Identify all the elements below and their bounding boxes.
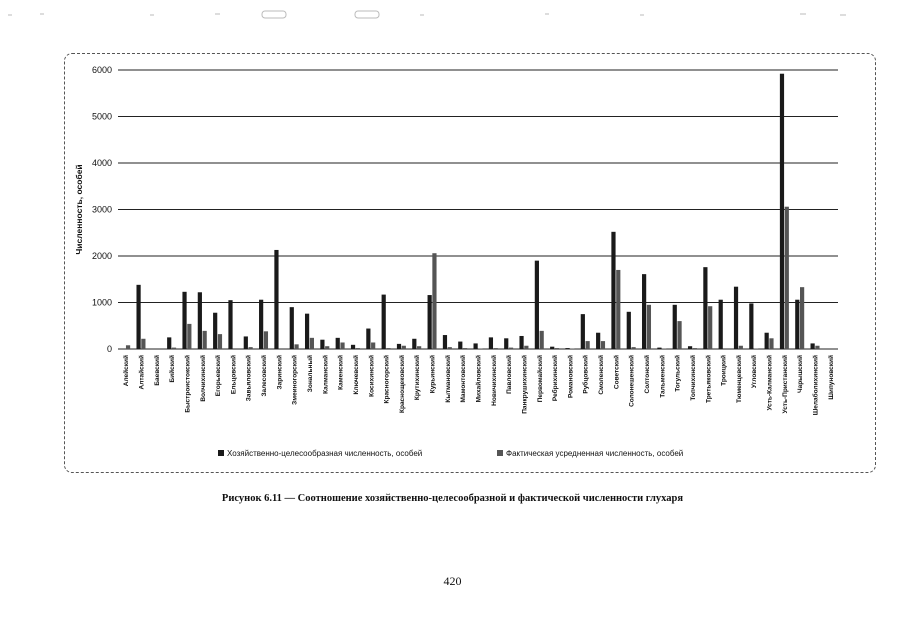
x-category-label: Алтайский [138, 355, 146, 390]
bar-series-1 [366, 329, 370, 349]
bar-series-1 [182, 292, 186, 349]
bar-series-1 [611, 232, 615, 349]
x-category-label: Завьяловский [245, 355, 253, 402]
bar-series-1 [596, 333, 600, 349]
bar-series-2 [141, 339, 145, 349]
bar-series-1 [228, 300, 232, 349]
bar-series-1 [382, 295, 386, 349]
bar-series-1 [397, 344, 401, 349]
bar-series-2 [494, 348, 498, 349]
x-category-label: Топчихинский [689, 355, 697, 401]
legend-entry: Фактическая усредненная численность, особей [506, 449, 684, 458]
bar-series-1 [489, 337, 493, 349]
legend-swatch [497, 450, 503, 456]
x-category-label: Павловский [506, 355, 514, 394]
bar-series-2 [402, 346, 406, 349]
bar-series-1 [565, 348, 569, 349]
x-category-label: Кытмановский [444, 355, 452, 403]
x-category-label: Угловский [751, 355, 759, 389]
bar-series-2 [172, 348, 176, 349]
chart-frame [64, 53, 876, 473]
x-category-label: Третьяковский [705, 355, 713, 404]
x-category-label: Крутихинский [414, 355, 422, 401]
x-category-label: Романовский [567, 355, 575, 398]
bar-series-1 [673, 305, 677, 349]
bar-series-1 [213, 313, 217, 349]
bar-series-1 [136, 285, 140, 349]
bar-series-2 [800, 287, 804, 349]
y-axis-label: Численность, особей [74, 164, 84, 255]
y-tick-label: 6000 [91, 65, 112, 75]
x-category-label: Косихинский [368, 355, 376, 397]
x-category-label: Тюменцевский [735, 355, 743, 404]
bar-series-2 [432, 253, 436, 349]
bar-series-2 [356, 348, 360, 349]
x-category-label: Тогульский [674, 355, 682, 392]
bar-series-2 [417, 346, 421, 349]
bar-series-2 [540, 331, 544, 349]
bar-series-1 [474, 343, 478, 349]
y-tick-label: 4000 [91, 158, 112, 168]
bar-series-1 [458, 342, 462, 349]
bar-series-2 [264, 331, 268, 349]
x-category-label: Шелаболихинский [812, 355, 820, 416]
bar-series-1 [305, 314, 309, 349]
bar-series-1 [703, 267, 707, 349]
x-category-label: Первомайский [536, 355, 544, 403]
x-category-label: Залесовский [261, 355, 269, 397]
bar-series-1 [519, 336, 523, 349]
x-category-label: Волчихинский [199, 355, 207, 402]
bar-series-2 [126, 345, 130, 349]
bar-series-2 [647, 305, 651, 349]
bar-series-1 [274, 250, 278, 349]
bar-series-2 [509, 348, 513, 349]
figure-caption: Рисунок 6.11 — Соотношение хозяйственно-целесообразной и фактической численности глухаря [221, 493, 684, 504]
bar-series-2 [325, 346, 329, 349]
bar-series-1 [535, 261, 539, 349]
bar-series-2 [386, 348, 390, 349]
bar-series-2 [524, 346, 528, 349]
bar-series-2 [708, 306, 712, 349]
y-tick-label: 5000 [91, 111, 112, 122]
bar-series-1 [688, 346, 692, 349]
x-category-label: Тальменский [659, 355, 667, 398]
x-category-label: Калманский [322, 355, 330, 394]
y-tick-label: 2000 [91, 251, 112, 261]
bar-series-1 [336, 338, 340, 349]
x-category-label: Михайловский [475, 355, 483, 403]
x-category-label: Краснощековский [398, 355, 406, 413]
x-category-label: Советский [613, 355, 621, 390]
bar-series-1 [765, 333, 769, 349]
bar-series-1 [657, 348, 661, 349]
bar-series-2 [586, 341, 590, 349]
bar-series-1 [412, 339, 416, 349]
bar-series-2 [693, 348, 697, 349]
bar-series-2 [555, 348, 559, 349]
x-category-label: Солтонский [644, 355, 652, 394]
x-category-label: Красногорский [383, 355, 391, 404]
x-category-label: Змеиногорский [291, 355, 299, 405]
bar-series-2 [448, 347, 452, 349]
x-category-label: Алейский [123, 355, 131, 387]
x-category-label: Троицкий [720, 355, 728, 386]
x-category-label: Быстроистокский [184, 355, 192, 413]
y-tick-label: 0 [106, 344, 112, 354]
bar-series-2 [631, 347, 635, 349]
bar-chart [65, 54, 877, 474]
x-category-label: Бийский [169, 355, 177, 383]
bar-series-1 [428, 295, 432, 349]
bar-series-2 [371, 342, 375, 349]
bar-series-2 [769, 338, 773, 349]
bar-series-1 [719, 300, 723, 349]
x-category-label: Курьинский [429, 355, 437, 394]
bar-series-2 [677, 321, 681, 349]
legend-swatch [218, 450, 224, 456]
x-category-label: Рубцовский [582, 355, 590, 394]
bar-series-1 [795, 300, 799, 349]
bar-series-1 [627, 312, 631, 349]
bar-series-1 [780, 74, 784, 349]
bar-series-1 [642, 274, 646, 349]
bar-series-2 [601, 341, 605, 349]
x-category-label: Новичихинский [490, 355, 498, 406]
x-category-label: Усть-Калманский [766, 355, 774, 411]
x-category-label: Ельцовский [230, 355, 238, 395]
y-tick-label: 1000 [91, 297, 112, 308]
bar-series-1 [811, 343, 815, 349]
x-category-label: Баевский [153, 355, 161, 386]
bar-series-1 [259, 300, 263, 349]
x-category-label: Зональный [306, 355, 314, 393]
page-number: 420 [443, 574, 462, 588]
bar-series-1 [198, 292, 202, 349]
bar-series-2 [310, 338, 314, 349]
bar-series-2 [616, 270, 620, 349]
bar-series-2 [463, 348, 467, 349]
x-category-label: Чарышский [797, 355, 805, 393]
legend-entry: Хозяйственно-целесообразная численность, особей [227, 449, 423, 458]
bar-series-1 [351, 345, 355, 349]
x-category-label: Заринский [276, 355, 284, 390]
bar-series-1 [290, 307, 294, 349]
bar-series-2 [187, 324, 191, 349]
x-category-label: Мамонтовский [460, 355, 468, 403]
bar-series-2 [785, 207, 789, 349]
x-category-label: Панкрушихинский [521, 355, 529, 414]
x-category-label: Каменский [337, 355, 345, 390]
bar-series-2 [294, 344, 298, 349]
x-category-label: Ключевский [352, 355, 360, 395]
bar-series-1 [167, 337, 171, 349]
x-category-label: Егорьевский [215, 355, 223, 397]
bar-series-2 [218, 334, 222, 349]
x-category-label: Солонешенский [628, 355, 636, 407]
bar-series-2 [249, 347, 253, 349]
bar-series-1 [749, 303, 753, 349]
scan-artifact-strip [0, 10, 905, 20]
x-category-label: Ребрихинский [552, 355, 560, 402]
bar-series-1 [504, 338, 508, 349]
y-tick-label: 3000 [91, 204, 112, 215]
bar-series-1 [244, 336, 248, 349]
x-category-label: Шипуновский [827, 355, 835, 400]
bar-series-2 [815, 346, 819, 349]
bar-series-2 [203, 331, 207, 349]
x-category-label: Смоленский [598, 355, 606, 395]
bar-series-1 [550, 347, 554, 349]
bar-series-2 [739, 346, 743, 349]
x-category-label: Усть-Пристанский [781, 355, 789, 414]
bar-series-1 [581, 314, 585, 349]
bar-series-1 [443, 335, 447, 349]
bar-series-2 [340, 342, 344, 349]
bar-series-1 [320, 340, 324, 349]
bar-series-1 [734, 287, 738, 349]
